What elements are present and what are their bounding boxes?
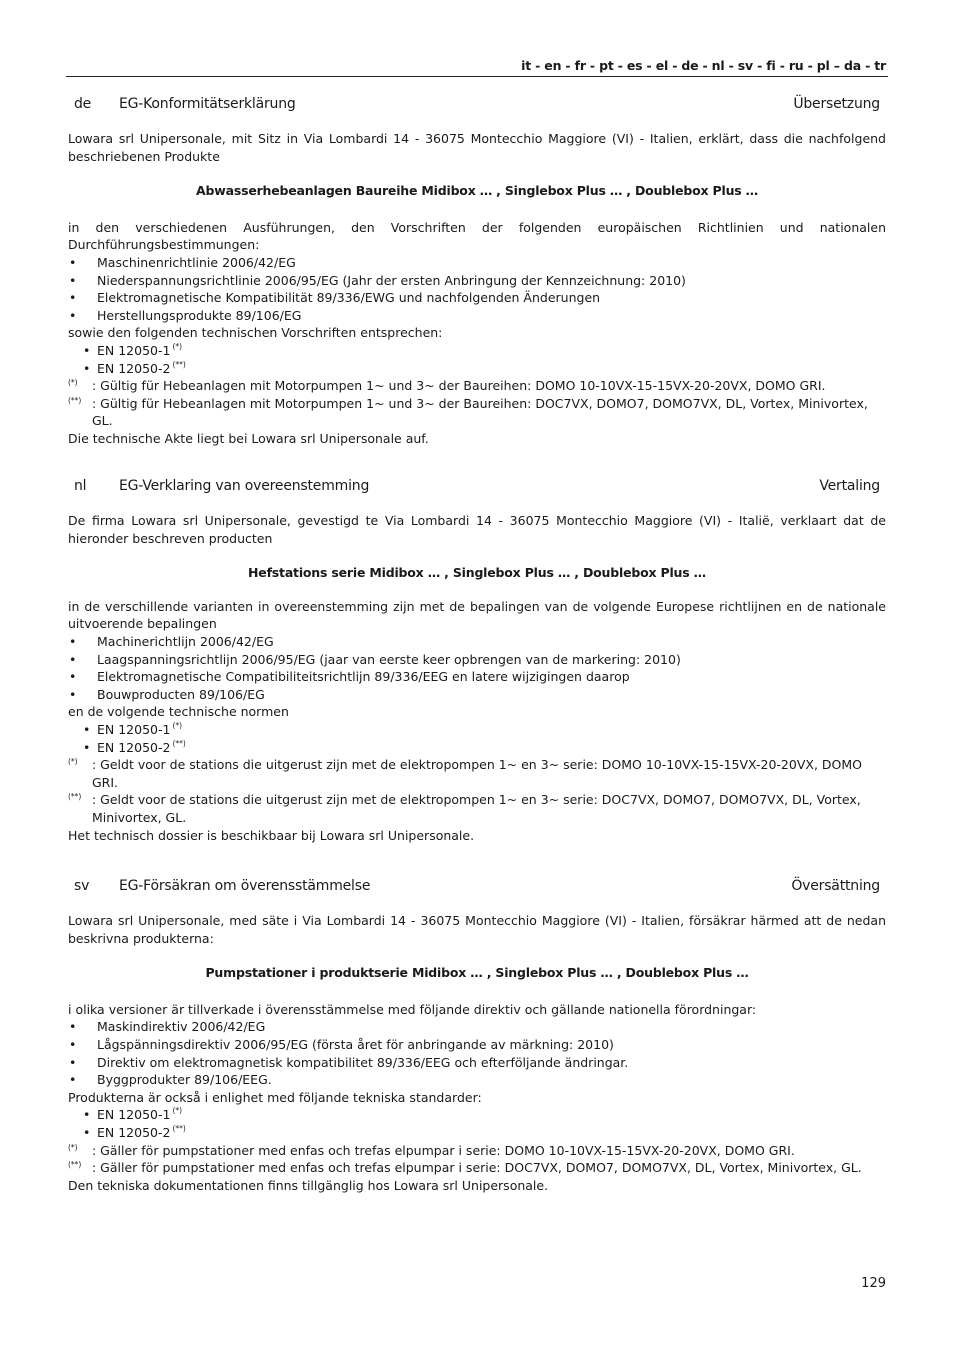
bullet: • [83,739,91,755]
standard-item [68,721,886,739]
language-code: nl [74,478,87,494]
intro-paragraph: De firma Lowara srl Unipersonale, gevestigd te Via Lombardi 14 - 36075 Montecchio Maggiore (VI) - Italië, verklaart dat de hieronder beschreven producten [68,513,886,546]
directive-item [68,651,886,669]
directive-item [68,272,886,290]
closing-sentence: Den tekniska dokumentationen finns tillgänglig hos Lowara srl Unipersonale. [68,1177,549,1193]
footnote-mark: (*) [172,720,183,730]
standard-item [68,342,886,360]
directives-intro: in de verschillende varianten in overeenstemming zijn met de bepalingen van de volgende Europese richtlijnen en de nationale uitvoerende bepalingen [68,598,886,632]
bullet: • [69,633,77,649]
bullet: • [83,360,91,376]
section-title: EG-Verklaring van overeenstemming [119,478,370,494]
directive-text: Elektromagnetische Kompatibilität 89/336/EWG und nachfolgenden Änderungen [97,290,601,306]
section-sv [68,878,886,1194]
intro-paragraph: Lowara srl Unipersonale, med säte i Via Lombardi 14 - 36075 Montecchio Maggiore (VI) - Italien, försäkrar härmed att de nedan beskrivna produkterna: [68,913,886,946]
footnote [68,377,886,395]
bullet: • [69,686,77,702]
section-de [68,96,886,448]
footnote-text: : Gäller för pumpstationer med enfas och trefas elpumpar i serie: DOC7VX, DOMO7, DOMO7VX, DL, Vortex, Minivortex, GL. [92,1160,862,1176]
language-code: de [74,96,92,112]
product-line: Pumpstationer i produktserie Midibox … , Singlebox Plus … , Doublebox Plus … [205,965,749,981]
bullet: • [83,721,91,737]
footnote-mark: (**) [172,359,186,369]
standard-item [68,739,886,757]
footnote-mark: (*) [68,378,78,388]
bullet: • [69,1054,77,1070]
directives-intro: in den verschiedenen Ausführungen, den Vorschriften der folgenden europäischen Richtlinien und nationalen Durchführungsbestimmungen: [68,219,886,253]
footnote-text: : Geldt voor de stations die uitgerust zijn met de elektropompen 1~ en 3~ serie: DOC7VX, DOMO7, DOMO7VX, DL, Vortex, Minivortex, GL. [92,792,861,825]
footnote-mark: (**) [68,792,82,802]
bullet: • [69,290,77,306]
bullet: • [83,1124,91,1140]
product-line: Hefstations serie Midibox … , Singlebox Plus … , Doublebox Plus … [248,565,706,581]
footnote-text: : Gültig für Hebeanlagen mit Motorpumpen 1~ und 3~ der Baureihen: DOMO 10-10VX-15-15VX-20-20VX, DOMO GRI. [92,378,826,394]
bullet: • [69,651,77,667]
footnote-mark: (**) [68,1160,82,1170]
directive-text: Elektromagnetische Compatibiliteitsrichtlijn 89/336/EEG en latere wijzigingen daarop [97,669,630,685]
translation-label: Übersetzung [793,96,880,112]
standard-name: EN 12050-1 [97,721,171,737]
directive-item [68,1054,886,1072]
standard-item [68,1124,886,1142]
footnote-mark: (**) [68,395,82,405]
directive-item [68,1036,886,1054]
directive-item [68,289,886,307]
footnote-mark: (**) [172,1123,186,1133]
closing-sentence: Die technische Akte liegt bei Lowara srl Unipersonale auf. [68,430,429,446]
section-nl [68,478,886,844]
footnote-text: : Gültig für Hebeanlagen mit Motorpumpen 1~ und 3~ der Baureihen: DOC7VX, DOMO7, DOMO7VX, DL, Vortex, Minivortex, GL. [92,395,868,429]
directive-text: Laagspanningsrichtlijn 2006/95/EG (jaar van eerste keer opbrengen van de markering: 2010) [97,651,681,667]
standard-item [68,1106,886,1124]
standard-name: EN 12050-2 [97,1124,171,1140]
directive-text: Byggprodukter 89/106/EEG. [97,1072,272,1088]
directive-text: Bouwproducten 89/106/EG [97,686,265,702]
footnote [68,395,886,430]
directive-item [68,307,886,325]
bullet: • [69,254,77,270]
directive-text: Machinerichtlijn 2006/42/EG [97,633,274,649]
translation-label: Översättning [791,878,880,894]
standard-name: EN 12050-1 [97,1107,171,1123]
language-code: sv [74,878,90,894]
footnote-text: : Geldt voor de stations die uitgerust zijn met de elektropompen 1~ en 3~ serie: DOMO 10-10VX-15-15VX-20-20VX, DOMO GRI. [92,757,862,790]
directive-item [68,254,886,272]
standard-name: EN 12050-1 [97,342,171,358]
footnote-mark: (*) [68,1142,78,1152]
section-heading [68,878,886,898]
standard-name: EN 12050-2 [97,360,171,376]
bullet: • [69,272,77,288]
footnote [68,1159,886,1177]
directive-item [68,668,886,686]
bullet: • [69,669,77,685]
bullet: • [69,307,77,323]
bullet: • [69,1036,77,1052]
translation-label: Vertaling [819,478,880,494]
standards-intro: en de volgende technische normen [68,704,289,720]
intro-paragraph: Lowara srl Unipersonale, mit Sitz in Via Lombardi 14 - 36075 Montecchio Maggiore (VI) - Italien, erklärt, dass die nachfolgend beschriebenen Produkte [68,131,886,164]
directive-text: Direktiv om elektromagnetisk kompatibilitet 89/336/EEG och efterföljande ändringar. [97,1054,629,1070]
directives-intro: i olika versioner är tillverkade i överensstämmelse med följande direktiv och gällande nationella förordningar: [68,1001,757,1017]
directive-item [68,1071,886,1089]
bullet: • [69,1072,77,1088]
directive-item [68,1018,886,1036]
standards-intro: Produkterna är också i enlighet med följande tekniska standarder: [68,1089,482,1105]
section-heading [68,96,886,116]
product-line: Abwasserhebeanlagen Baureihe Midibox … , Singlebox Plus … , Doublebox Plus … [196,183,758,199]
standard-item [68,360,886,378]
directive-text: Herstellungsprodukte 89/106/EG [97,307,302,323]
footnote-mark: (*) [172,1106,183,1116]
section-heading [68,478,886,498]
footnote [68,756,886,791]
standard-name: EN 12050-2 [97,739,171,755]
page-number: 129 [861,1276,886,1291]
directive-text: Niederspannungsrichtlinie 2006/95/EG (Jahr der ersten Anbringung der Kennzeichnung: 2010) [97,272,686,288]
language-header: it - en - fr - pt - es - el - de - nl - sv - fi - ru - pl – da - tr [521,58,886,73]
directive-item [68,633,886,651]
footnote [68,791,886,826]
section-title: EG-Försäkran om överensstämmelse [119,878,371,894]
closing-sentence: Het technisch dossier is beschikbaar bij Lowara srl Unipersonale. [68,827,475,843]
directive-text: Lågspänningsdirektiv 2006/95/EG (första året för anbringande av märkning: 2010) [97,1036,614,1052]
footnote-mark: (**) [172,738,186,748]
bullet: • [83,1107,91,1123]
directive-item [68,686,886,704]
section-title: EG-Konformitätserklärung [119,96,296,112]
bullet: • [83,342,91,358]
footnote [68,1142,886,1160]
directive-text: Maschinenrichtlinie 2006/42/EG [97,254,296,270]
header-rule [66,76,888,77]
bullet: • [69,1019,77,1035]
footnote-text: : Gäller för pumpstationer med enfas och trefas elpumpar i serie: DOMO 10-10VX-15-15VX-20-20VX, DOMO GRI. [92,1142,795,1158]
footnote-mark: (*) [172,341,183,351]
directive-text: Maskindirektiv 2006/42/EG [97,1019,266,1035]
footnote-mark: (*) [68,757,78,767]
standards-intro: sowie den folgenden technischen Vorschriften entsprechen: [68,325,443,341]
